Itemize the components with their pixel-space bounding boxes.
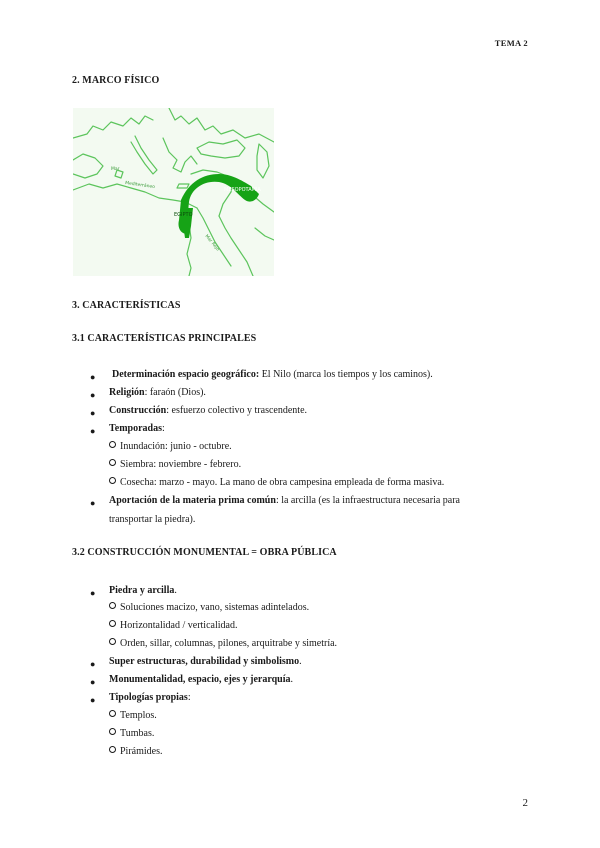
sub-list-item: Orden, sillar, columnas, pilones, arquitrabe y simetría. bbox=[109, 635, 337, 653]
map-label-egipto: EGIPTO bbox=[174, 212, 193, 218]
map-label-mar-rojo: Mar Rojo bbox=[203, 234, 220, 253]
page-header-tema: TEMA 2 bbox=[494, 38, 528, 48]
map-label-mar: Mar bbox=[111, 167, 120, 172]
section-caracteristicas: 3. CARACTERÍSTICAS bbox=[72, 300, 181, 311]
map-label-mesopotamia: MESOPOTAMIA bbox=[224, 187, 261, 193]
section-marco-fisico: 2. MARCO FÍSICO bbox=[72, 75, 160, 86]
map-label-mediterraneo: Mediterráneo bbox=[124, 181, 156, 191]
section-construccion: 3.2 CONSTRUCCIÓN MONUMENTAL = OBRA PÚBLICA bbox=[72, 547, 337, 558]
sub-list-item: Inundación: junio - octubre. bbox=[109, 438, 232, 456]
sub-list-item: Cosecha: marzo - mayo. La mano de obra campesina empleada de forma masiva. bbox=[109, 474, 444, 492]
sub-list-item: Soluciones macizo, vano, sistemas adintelados. bbox=[109, 599, 309, 617]
section-principales: 3.1 CARACTERÍSTICAS PRINCIPALES bbox=[72, 333, 257, 344]
sub-list-item: Pirámides. bbox=[109, 743, 163, 761]
list-item-continuation: transportar la piedra). bbox=[109, 514, 196, 525]
page-number: 2 bbox=[522, 797, 528, 809]
sub-list-item: Templos. bbox=[109, 707, 157, 725]
sub-list-item: Horizontalidad / verticalidad. bbox=[109, 617, 237, 635]
map-egypt-mesopotamia bbox=[73, 108, 274, 276]
sub-list-item: Tumbas. bbox=[109, 725, 154, 743]
sub-list-item: Siembra: noviembre - febrero. bbox=[109, 456, 241, 474]
